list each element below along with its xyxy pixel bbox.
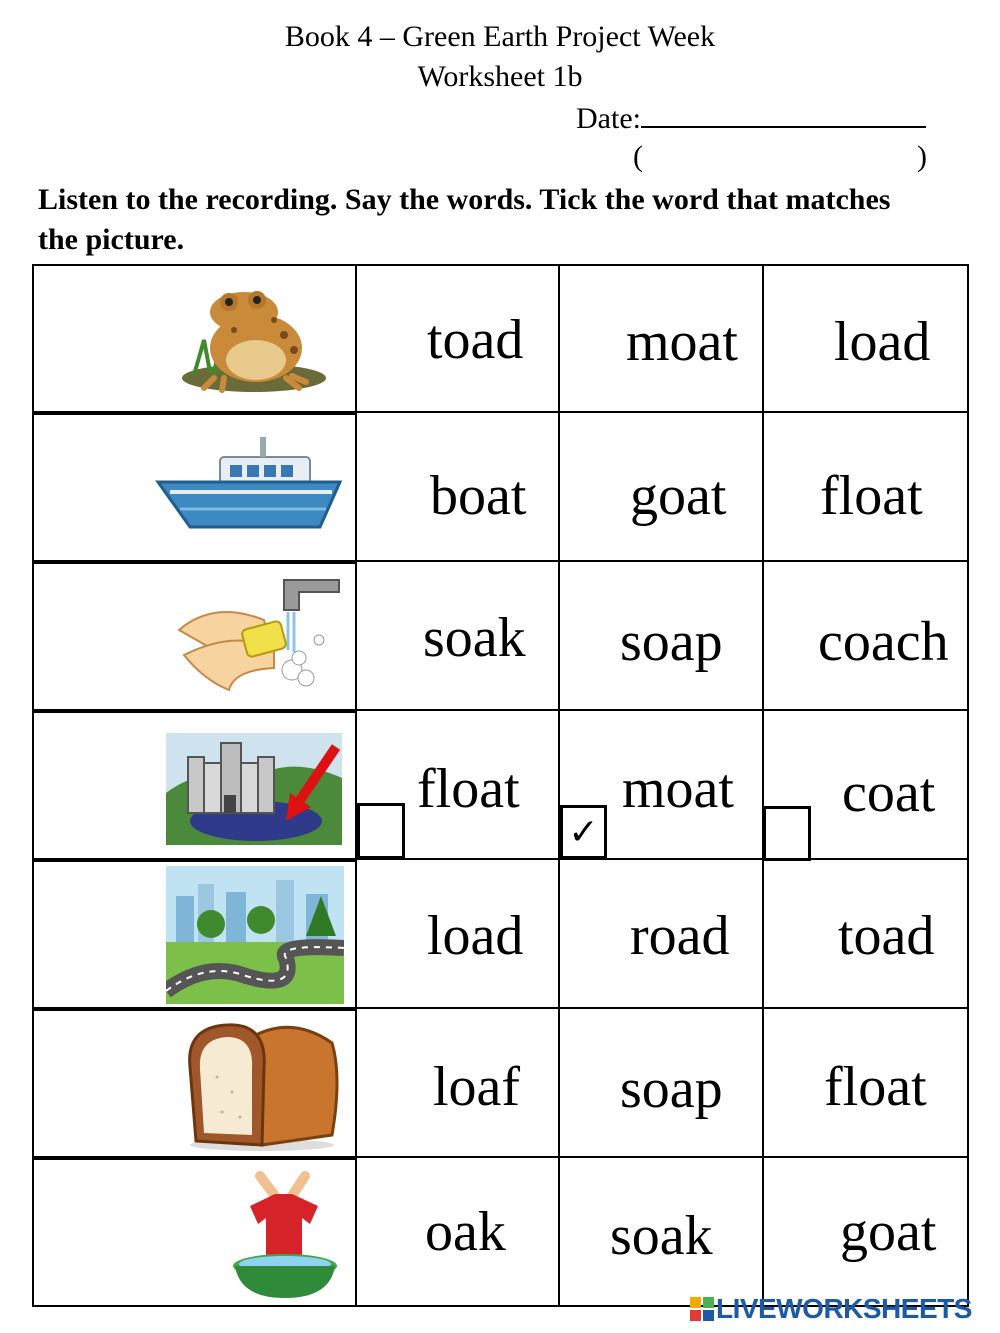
word-cell[interactable] [355, 264, 560, 413]
picture-cell [32, 711, 357, 860]
word-cell[interactable] [762, 1009, 969, 1158]
table-row [0, 562, 1000, 711]
name-paren-open: ( [633, 140, 643, 173]
word-option: load [427, 905, 524, 967]
picture-cell [32, 1009, 357, 1158]
table-row [0, 711, 1000, 860]
word-option: coat [842, 762, 936, 824]
word-option: oak [425, 1201, 506, 1263]
worksheet-subtitle: Worksheet 1b [417, 60, 583, 93]
word-option: toad [427, 309, 524, 371]
word-option: float [824, 1056, 927, 1118]
bread-loaf-icon [182, 1017, 342, 1153]
word-cell[interactable] [355, 413, 560, 562]
word-option: goat [630, 465, 727, 527]
page-title: Book 4 – Green Earth Project Week [284, 20, 716, 53]
table-row [0, 413, 1000, 562]
word-option: soap [620, 1058, 723, 1120]
tick-checkbox-coat[interactable] [763, 806, 811, 861]
word-cell[interactable] [558, 1158, 764, 1307]
instructions: Listen to the recording. Say the words. Tick the word that matches the picture. [38, 183, 891, 256]
picture-cell [32, 264, 357, 413]
tick-checkbox-float[interactable] [357, 803, 405, 859]
word-cell[interactable] [355, 562, 560, 711]
name-paren-close: ) [917, 140, 927, 173]
soaking-clothes-icon [230, 1166, 340, 1302]
word-cell[interactable] [558, 1009, 764, 1158]
table-row [0, 1009, 1000, 1158]
word-option: loaf [433, 1056, 521, 1118]
picture-cell [32, 562, 357, 711]
date-label: Date: [576, 102, 641, 135]
word-option: toad [838, 905, 935, 967]
word-cell[interactable] [558, 860, 764, 1009]
table-row [0, 860, 1000, 1009]
date-field [576, 100, 926, 136]
word-option: soap [620, 611, 723, 673]
picture-cell [32, 413, 357, 562]
word-option: moat [622, 758, 734, 820]
word-cell[interactable] [558, 264, 764, 413]
picture-cell [32, 1158, 357, 1307]
word-cell[interactable] [762, 264, 969, 413]
word-option: coach [818, 611, 949, 673]
table-row [0, 264, 1000, 413]
word-option: float [820, 465, 923, 527]
date-blank-line [641, 100, 926, 128]
word-cell[interactable] [355, 860, 560, 1009]
word-cell[interactable] [762, 1158, 969, 1307]
word-option: goat [840, 1201, 937, 1263]
washing-hands-soap-icon [174, 570, 344, 700]
word-cell[interactable] [355, 1158, 560, 1307]
word-cell[interactable] [762, 562, 969, 711]
tick-checkbox-moat[interactable]: ✓ [560, 805, 607, 859]
word-option: float [417, 758, 520, 820]
word-cell[interactable] [762, 413, 969, 562]
watermark-text: LIVEWORKSHEETS [716, 1293, 972, 1324]
word-option: moat [626, 311, 738, 373]
road-icon [166, 866, 344, 1004]
picture-cell [32, 860, 357, 1009]
word-cell[interactable] [762, 860, 969, 1009]
liveworksheets-watermark [690, 1293, 972, 1325]
castle-moat-icon [166, 733, 342, 845]
word-option: soak [610, 1205, 713, 1267]
word-option: road [630, 905, 730, 967]
word-option: boat [430, 465, 527, 527]
word-cell[interactable] [558, 413, 764, 562]
boat-icon [150, 427, 350, 537]
word-cell[interactable] [355, 1009, 560, 1158]
word-option: soak [423, 607, 526, 669]
toad-icon [174, 280, 334, 400]
word-cell[interactable] [558, 562, 764, 711]
word-option: load [834, 311, 931, 373]
liveworksheets-logo-icon [690, 1297, 714, 1321]
table-row [0, 1158, 1000, 1307]
